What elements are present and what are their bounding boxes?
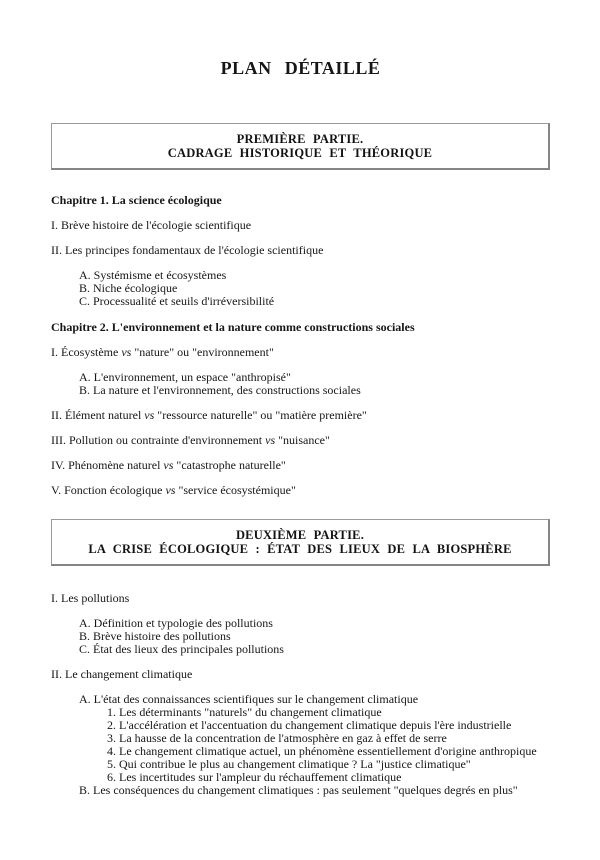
chapter2-item-V	[51, 484, 550, 497]
vs-label: vs	[165, 483, 176, 497]
chapter1-heading: Chapitre 1. La science écologique	[51, 193, 222, 207]
chapter1-item-II-A: A. Systémisme et écosystèmes	[79, 268, 227, 282]
part2-item-I-C: C. État des lieux des principales pollutions	[79, 642, 284, 656]
outline-text: V. Fonction écologique	[51, 483, 166, 497]
part2-item-II-A-6: 6. Les incertitudes sur l'ampleur du réchauffement climatique	[107, 770, 402, 784]
outline-text: I. Écosystème	[51, 345, 122, 359]
part2-heading-line1: DEUXIÈME PARTIE.	[235, 528, 365, 542]
part2-item-II-A-2: 2. L'accélération et l'accentuation du changement climatique depuis l'ère industrielle	[107, 718, 512, 732]
part2-item-II-A-4: 4. Le changement climatique actuel, un phénomène essentiellement d'origine anthropique	[107, 744, 537, 758]
chapter1-item-II-B: B. Niche écologique	[79, 281, 178, 295]
outline-text: II. Élément naturel	[51, 408, 145, 422]
chapter2-item-I	[51, 346, 550, 359]
part2-item-I-A: A. Définition et typologie des pollutions	[79, 616, 273, 630]
outline-text: "service écosystémique"	[175, 483, 296, 497]
part2-item-II-A-5: 5. Qui contribue le plus au changement climatique ? La "justice climatique"	[107, 757, 471, 771]
document-title: PLAN DÉTAILLÉ	[220, 58, 381, 78]
part2-item-II: II. Le changement climatique	[51, 667, 193, 681]
outline-text: "ressource naturelle" ou "matière première"	[154, 408, 367, 422]
part2-item-I-sublist	[51, 617, 550, 656]
part2-item-II-A: A. L'état des connaissances scientifiques sur le changement climatique	[79, 692, 419, 706]
part2-item-II-A-1: 1. Les déterminants "naturels" du changement climatique	[107, 705, 382, 719]
part2-heading-box	[51, 519, 550, 566]
outline-text: III. Pollution ou contrainte d'environnement	[51, 433, 266, 447]
outline-text: IV. Phénomène naturel	[51, 458, 164, 472]
part2-item-I: I. Les pollutions	[51, 591, 130, 605]
part2-item-II-A-3: 3. La hausse de la concentration de l'atmosphère en gaz à effet de serre	[107, 731, 447, 745]
part2-item-I-B: B. Brève histoire des pollutions	[79, 629, 231, 643]
part2-item-II-sublist	[51, 693, 550, 797]
vs-label: vs	[265, 433, 276, 447]
chapter2-item-IV	[51, 459, 550, 472]
part1-heading-line1: PREMIÈRE PARTIE.	[236, 132, 364, 146]
outline-text: "nuisance"	[275, 433, 330, 447]
chapter2-item-III	[51, 434, 550, 447]
part1-heading-line2: CADRAGE HISTORIQUE ET THÉORIQUE	[167, 146, 433, 160]
part1-heading-box	[51, 123, 550, 170]
chapter1-item-I: I. Brève histoire de l'écologie scientifique	[51, 218, 252, 232]
part2-heading-line2: LA CRISE ÉCOLOGIQUE : ÉTAT DES LIEUX DE LA BIOSPHÈRE	[88, 542, 512, 556]
part2-item-II-B: B. Les conséquences du changement climatiques : pas seulement "quelques degrés en plus"	[79, 783, 518, 797]
vs-label: vs	[121, 345, 132, 359]
outline-text: "catastrophe naturelle"	[173, 458, 286, 472]
outline-text: "nature" ou "environnement"	[131, 345, 274, 359]
vs-label: vs	[144, 408, 155, 422]
chapter2-item-I-sublist	[51, 371, 550, 397]
chapter2-heading: Chapitre 2. L'environnement et la nature comme constructions sociales	[51, 320, 415, 334]
vs-label: vs	[163, 458, 174, 472]
chapter1-item-II: II. Les principes fondamentaux de l'écologie scientifique	[51, 243, 324, 257]
chapter2-item-I-B: B. La nature et l'environnement, des constructions sociales	[79, 383, 361, 397]
chapter1-item-II-sublist	[51, 269, 550, 308]
chapter1-item-II-C: C. Processualité et seuils d'irréversibilité	[79, 294, 275, 308]
chapter2-item-I-A: A. L'environnement, un espace "anthropisé"	[79, 370, 291, 384]
chapter2-item-II	[51, 409, 550, 422]
